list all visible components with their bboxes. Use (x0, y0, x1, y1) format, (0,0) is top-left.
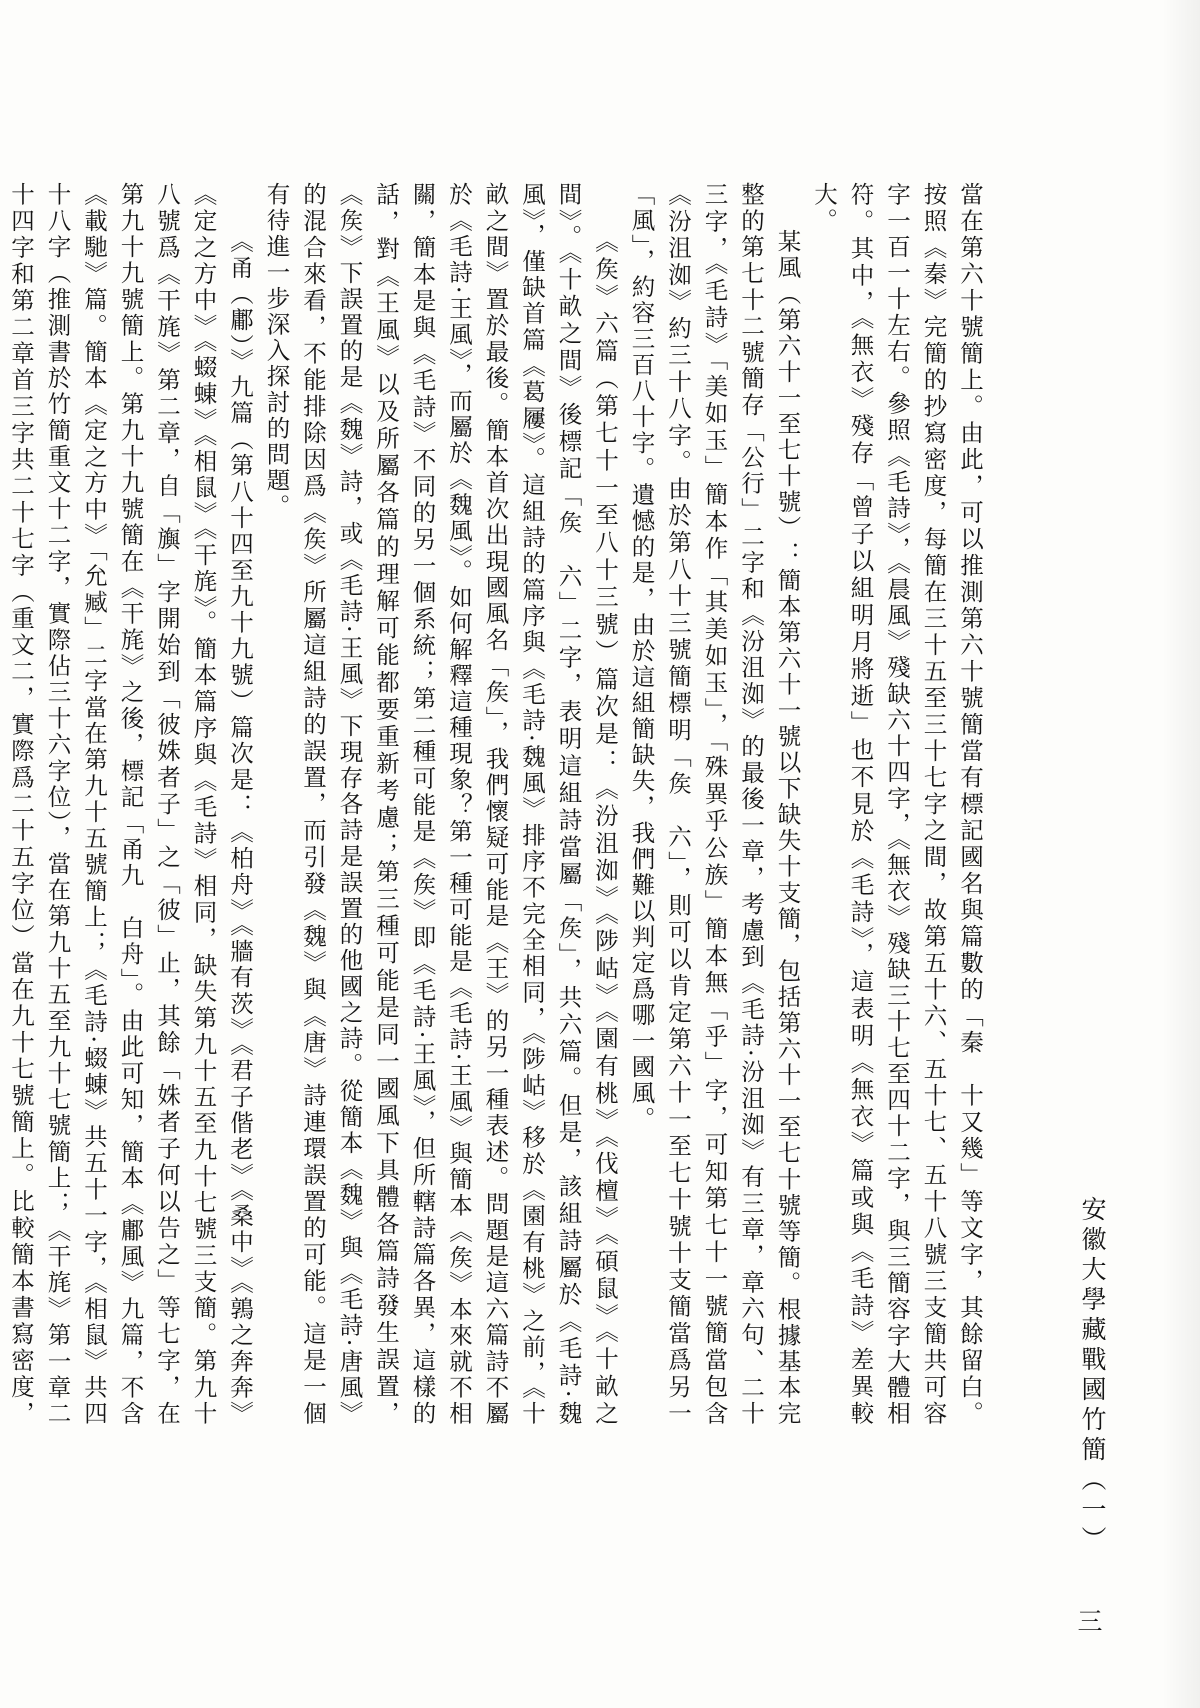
page-edge-shadow (1162, 0, 1200, 1708)
main-text-block (7, 182, 988, 1427)
paragraph-qin-continuation: 當在第六十號簡上。由此，可以推測第六十號簡當有標記國名與篇數的「秦 十又幾」等文字，其餘留白。按照《秦》完簡的抄寫密度，每簡在三十五至三十七字之間，故第五十六、五十七、五十八號三支簡共可容字一百一十左右。參照《毛詩》，《晨風》殘缺六十四字，《無衣》殘缺三十七至四十二字，與三簡容字大體相符。其中，《無衣》殘存「曾子以組明月將逝」也不見於《毛詩》，這表明《無衣》篇或與《毛詩》差異較大。 (810, 182, 984, 1427)
paragraph-yong: 《甬（鄘）》九篇（第八十四至九十九號）篇次是：《柏舟》《牆有茨》《君子偕老》《桑中》《鶉之奔奔》《定之方中》《蝃蝀》《相鼠》《干旄》。簡本篇序與《毛詩》相同，缺失第九十五至九十七號三支簡。第九十八號爲《干旄》第二章，自「旟」字開始到「彼姝者子」之「彼」止，其餘「姝者子何以告之」等七字，在第九十九號簡上。第九十九號簡在《干旄》之後，標記「甬九 白舟」。由此可知，簡本《鄘風》九篇，不含《載馳》篇。簡本《定之方中》「允臧」二字當在第九十五號簡上；《毛詩·蝃蝀》共五十一字，《相鼠》共四十八字（推測書於竹簡重文十二字，實際佔三十六字位），當在第九十五至九十七號簡上；《干旄》第一章二十四字和第二章首三字共二十七字（重文二，實際爲二十五字位）當在九十七號簡上。比較簡本書寫密度， (7, 182, 254, 1427)
paragraph-hou: 《矦》六篇（第七十一至八十三號）篇次是：《汾沮洳》《陟岵》《園有桃》《伐檀》《碩鼠》《十畝之間》。《十畝之間》後標記「矦 六」二字，表明這組詩當屬「矦」，共六篇。但是，該組詩屬於《毛詩·魏風》，僅缺首篇《葛屨》。這組詩的篇序與《毛詩·魏風》排序不完全相同，《陟岵》移於《園有桃》之前，《十畝之間》置於最後。簡本首次出現國風名「矦」，我們懷疑可能是《王》的另一種表述。問題是這六篇詩不屬於《毛詩·王風》，而屬於《魏風》。如何解釋這種現象？第一種可能是《毛詩·王風》與簡本《矦》本來就不相關，簡本是與《毛詩》不同的另一個系統；第二種可能是《矦》即《毛詩·王風》，但所轄詩篇各異，這樣的話，對《王風》以及所屬各篇的理解可能都要重新考慮；第三種可能是同一國風下具體各篇詩發生誤置，《矦》下誤置的是《魏》詩，或《毛詩·王風》下現存各詩是誤置的他國之詩。從簡本《魏》與《毛詩·唐風》的混合來看，不能排除因爲《矦》所屬這組詩的誤置，而引發《魏》與《唐》詩連環誤置的可能。這是一個有待進一步深入探討的問題。 (262, 182, 619, 1427)
paragraph-mou-feng: 某風（第六十一至七十號）：簡本第六十一號以下缺失十支簡，包括第六十一至七十號等簡。根據基本完整的第七十二號簡存「公行」二字和《汾沮洳》的最後一章，考慮到《毛詩·汾沮洳》有三章，章六句、二十三字，《毛詩》「美如玉」簡本作「其美如玉」，「殊異乎公族」簡本無「乎」字，可知第七十一號簡當包含《汾沮洳》約三十八字。由於第八十三號簡標明「矦 六」，則可以肯定第六十一至七十號十支簡當爲另一「風」，約容三百八十字。遺憾的是，由於這組簡缺失，我們難以判定爲哪一國風。 (627, 182, 802, 1427)
running-header: 安徽大學藏戰國竹簡（一） (1078, 1196, 1107, 1556)
page-number: 三 (1074, 1608, 1103, 1633)
